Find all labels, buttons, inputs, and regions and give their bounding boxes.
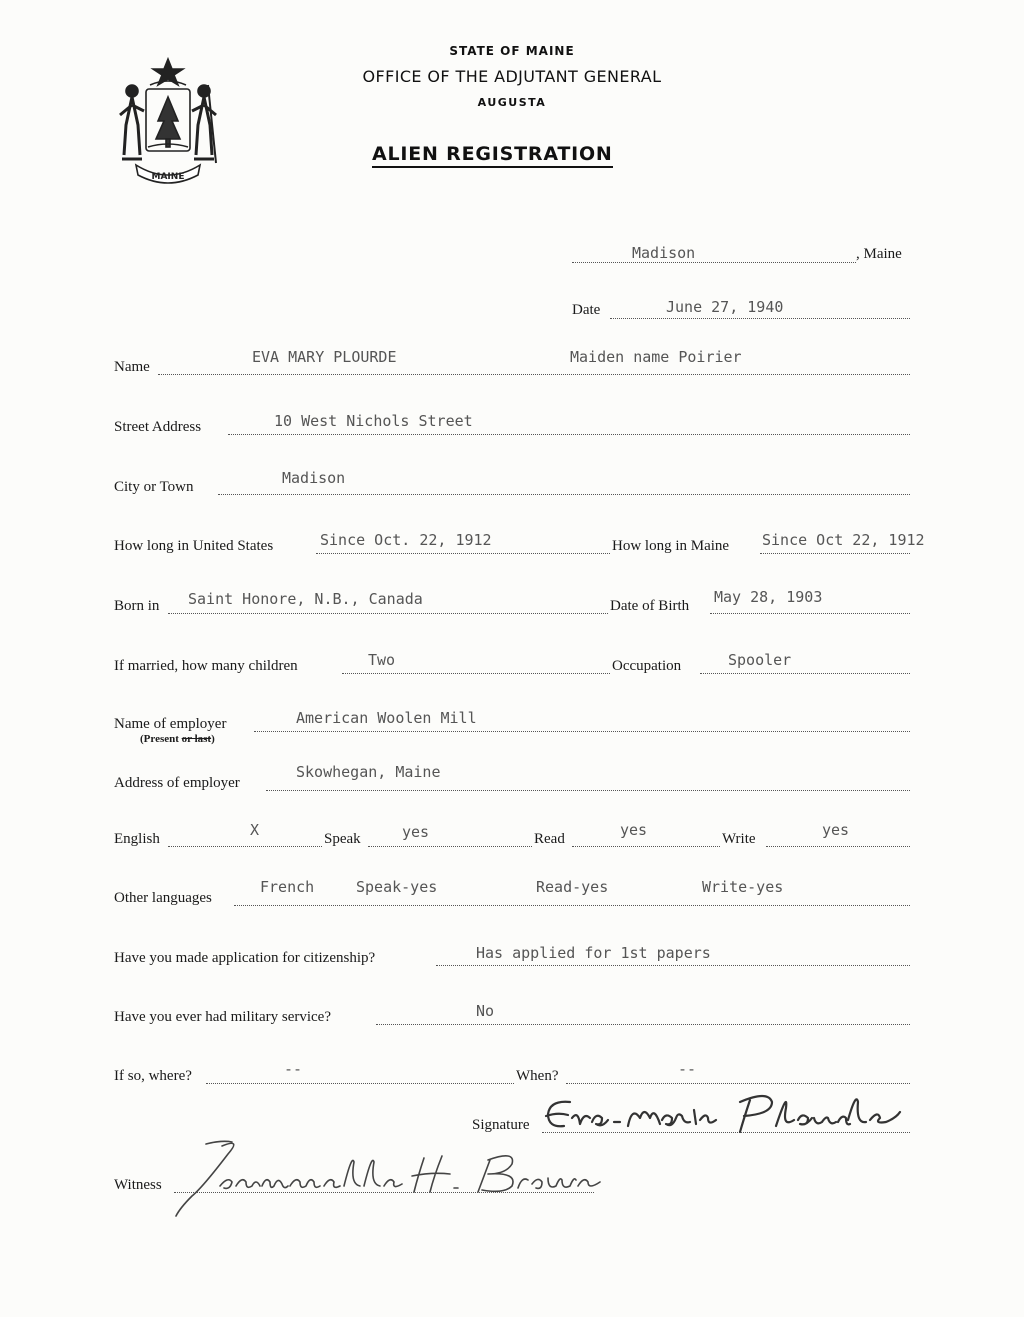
witness-label: Witness (114, 1177, 162, 1193)
name-line (158, 374, 910, 375)
name-value: EVA MARY PLOURDE (252, 348, 397, 366)
speak-value: yes (402, 823, 430, 841)
date-label: Date (572, 302, 601, 318)
write-line (766, 846, 910, 847)
how-long-maine-label: How long in Maine (612, 538, 730, 554)
how-long-us-line (316, 553, 610, 554)
date-of-birth-label: Date of Birth (610, 598, 690, 614)
street-label: Street Address (114, 419, 202, 435)
occupation-line (700, 673, 910, 674)
city-line (218, 494, 910, 495)
employer-value: American Woolen Mill (296, 709, 477, 727)
header-state: STATE OF MAINE (449, 44, 575, 58)
speak-line (368, 846, 532, 847)
english-line (168, 846, 322, 847)
street-value: 10 West Nichols Street (274, 412, 473, 430)
other-language-value: French (260, 878, 315, 896)
date-value: June 27, 1940 (666, 298, 784, 316)
occupation-value: Spooler (728, 651, 792, 669)
maiden-name-value: Maiden name Poirier (570, 348, 742, 366)
witness-signature-handwriting (172, 1136, 612, 1220)
military-line (376, 1024, 910, 1025)
where-value: -- (284, 1060, 303, 1078)
date-of-birth-value: May 28, 1903 (714, 588, 823, 606)
signature-label: Signature (472, 1117, 530, 1133)
other-write-value: Write-yes (702, 878, 784, 896)
how-long-us-value: Since Oct. 22, 1912 (320, 531, 492, 549)
when-label: When? (516, 1068, 559, 1084)
citizenship-label: Have you made application for citizenship? (114, 950, 376, 966)
children-line (342, 673, 610, 674)
signature-handwriting (540, 1088, 910, 1140)
seal-motto: MAINE (151, 172, 185, 182)
born-in-value: Saint Honore, N.B., Canada (188, 590, 423, 608)
military-label: Have you ever had military service? (114, 1009, 331, 1025)
city-value: Madison (282, 469, 346, 487)
employer-line (254, 731, 910, 732)
other-read-value: Read-yes (536, 878, 609, 896)
write-label: Write (722, 831, 756, 847)
date-of-birth-line (710, 613, 910, 614)
children-value: Two (368, 651, 396, 669)
where-label: If so, where? (114, 1068, 192, 1084)
born-in-line (168, 613, 608, 614)
employer-address-value: Skowhegan, Maine (296, 763, 441, 781)
place-line (572, 262, 856, 263)
how-long-maine-value: Since Oct 22, 1912 (762, 531, 925, 549)
city-label: City or Town (114, 479, 194, 495)
write-value: yes (822, 821, 850, 839)
street-line (228, 434, 910, 435)
how-long-maine-line (760, 553, 910, 554)
other-languages-label: Other languages (114, 890, 212, 906)
other-languages-line (234, 905, 910, 906)
name-label: Name (114, 359, 150, 375)
when-line (566, 1083, 910, 1084)
occupation-label: Occupation (612, 658, 682, 674)
employer-address-line (266, 790, 910, 791)
english-value: X (250, 821, 260, 839)
header-office: OFFICE OF THE ADJUTANT GENERAL (362, 67, 662, 86)
date-line (610, 318, 910, 319)
employer-note: (Present or last) (140, 733, 215, 745)
citizenship-value: Has applied for 1st papers (476, 944, 711, 962)
other-speak-value: Speak-yes (356, 878, 438, 896)
place-value: Madison (632, 244, 696, 262)
born-in-label: Born in (114, 598, 160, 614)
citizenship-line (436, 965, 910, 966)
children-label: If married, how many children (114, 658, 298, 674)
where-line (206, 1083, 514, 1084)
military-value: No (476, 1002, 495, 1020)
form-title: ALIEN REGISTRATION (372, 143, 613, 168)
place-suffix: , Maine (856, 246, 902, 262)
how-long-us-label: How long in United States (114, 538, 274, 554)
read-label: Read (534, 831, 565, 847)
read-line (572, 846, 720, 847)
english-label: English (114, 831, 160, 847)
read-value: yes (620, 821, 648, 839)
header-city: AUGUSTA (477, 96, 547, 109)
when-value: -- (678, 1060, 697, 1078)
employer-label: Name of employer (114, 716, 227, 732)
speak-label: Speak (324, 831, 361, 847)
employer-address-label: Address of employer (114, 775, 240, 791)
